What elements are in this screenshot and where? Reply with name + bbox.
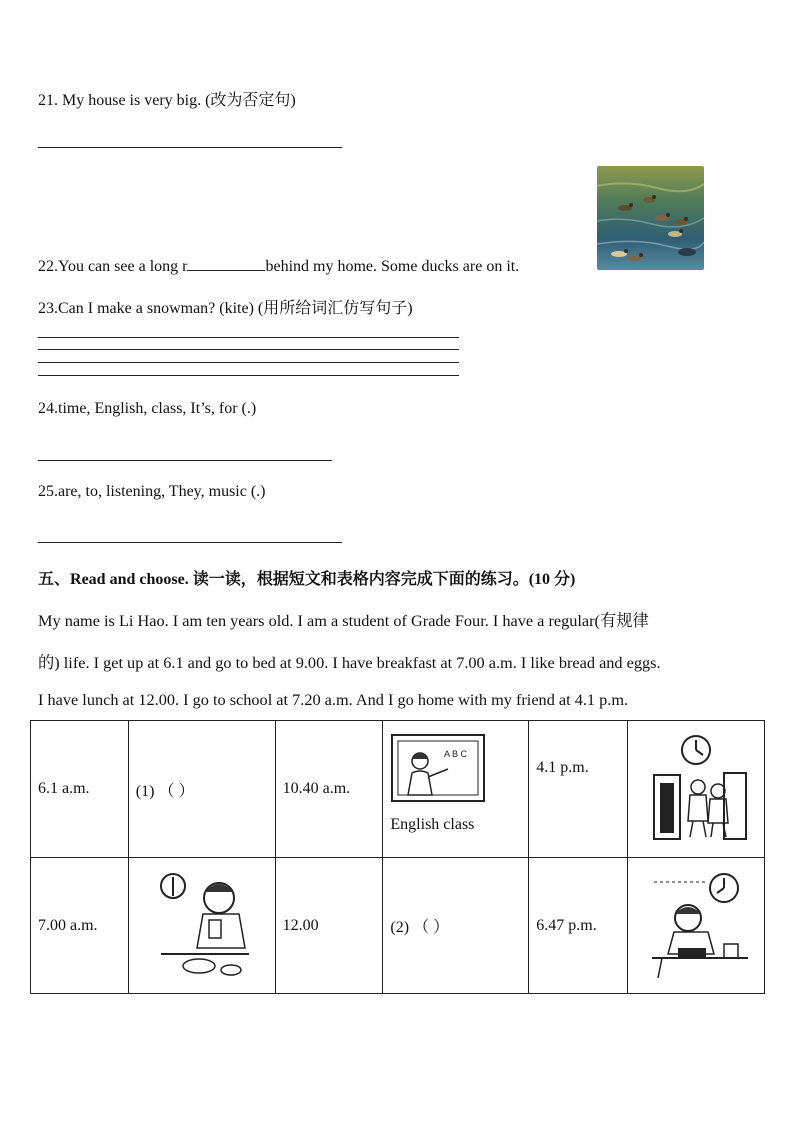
cell-answer-1[interactable]: (1) （ ）: [128, 721, 275, 858]
children-going-home-icon: [648, 733, 752, 845]
answer-line-23-4[interactable]: [38, 375, 459, 376]
question-22-end: behind my home. Some ducks are on it.: [265, 258, 520, 275]
boy-eating-breakfast-icon: [157, 870, 253, 982]
question-22-start: 22.You can see a long r: [38, 258, 188, 275]
answer-line-23-1[interactable]: [38, 337, 459, 338]
cell-time-4: 7.00 a.m.: [31, 858, 129, 994]
board-letters: A B C: [444, 749, 468, 759]
cell-answer-2[interactable]: (2) （ ）: [383, 858, 529, 994]
answer-blank-22[interactable]: [187, 256, 265, 271]
question-25: 25.are, to, listening, They, music (.): [38, 483, 266, 500]
answer-line-23-3[interactable]: [38, 362, 459, 363]
boy-doing-homework-icon: [648, 870, 752, 982]
section-5-title: Read and choose.: [70, 571, 189, 588]
answer-line-24[interactable]: [38, 460, 332, 461]
reading-line-3: I have lunch at 12.00. I go to school at 7.20 a.m. And I go home with my friend at 4.1 p.m.: [38, 690, 629, 709]
cell-time-6: 6.47 p.m.: [529, 858, 628, 994]
section-5-number: 五、: [38, 571, 71, 588]
table-row: [31, 721, 765, 858]
teacher-blackboard-icon: [390, 733, 486, 805]
cell-time-2: 10.40 a.m.: [275, 721, 383, 858]
cell-english-class: [383, 721, 529, 858]
schedule-table: [30, 720, 765, 994]
reading-line-1: My name is Li Hao. I am ten years old. I am a student of Grade Four. I have a regular(有规律: [38, 611, 649, 630]
cell-homework: [628, 858, 765, 994]
cell-breakfast: [128, 858, 275, 994]
question-23: 23.Can I make a snowman? (kite) (用所给词汇仿写句子): [38, 300, 413, 317]
question-22: [38, 256, 519, 276]
answer-line-21[interactable]: [38, 147, 342, 148]
cell-time-3: 4.1 p.m.: [529, 721, 628, 858]
pond-ducks-image: [597, 166, 704, 270]
section-5-instruction: 读一读，根据短文和表格内容完成下面的练习。(10 分): [188, 571, 576, 588]
answer-line-23-2[interactable]: [38, 349, 459, 350]
cell-go-home: [628, 721, 765, 858]
reading-line-2: 的) life. I get up at 6.1 and go to bed at 9.00. I have breakfast at 7.00 a.m. I like bread and eggs.: [38, 653, 661, 672]
cell-time-5: 12.00: [275, 858, 383, 994]
table-row: [31, 858, 765, 994]
caption-english-class: English class: [390, 816, 475, 833]
section-5-heading: [38, 566, 575, 589]
question-21: 21. My house is very big. (改为否定句): [38, 92, 296, 109]
question-24: 24.time, English, class, It’s, for (.): [38, 400, 257, 417]
answer-line-25[interactable]: [38, 542, 342, 543]
cell-time-1: 6.1 a.m.: [31, 721, 129, 858]
